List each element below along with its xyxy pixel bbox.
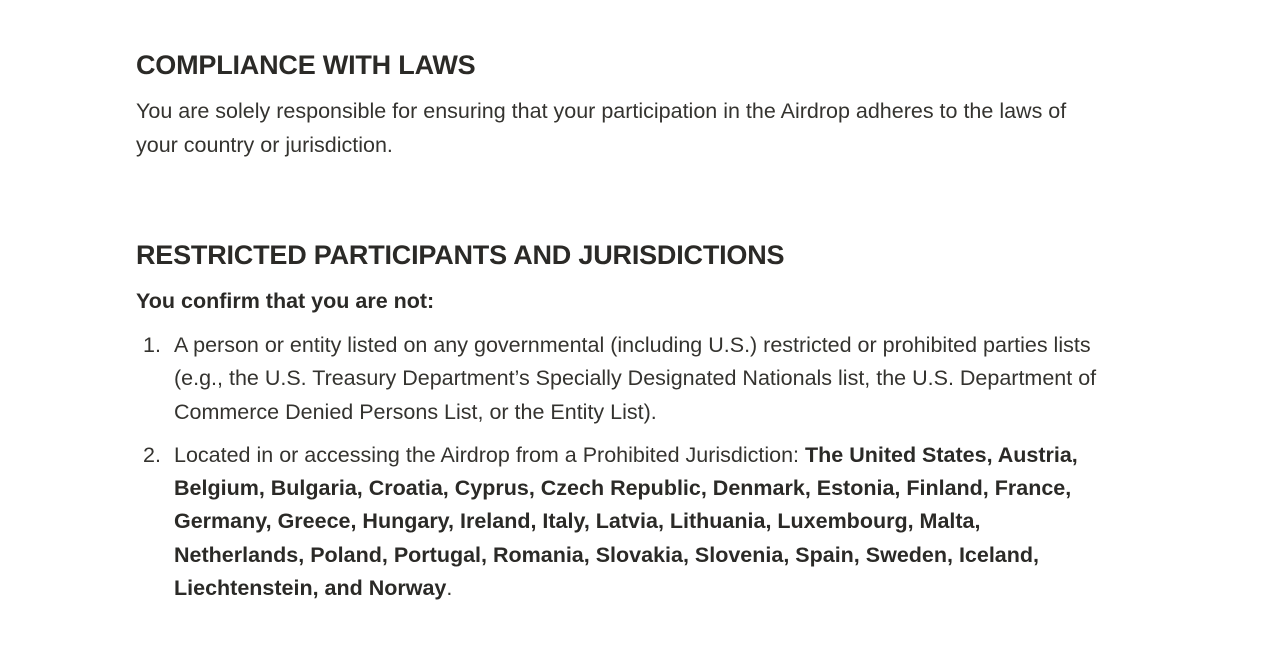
list-item-number: 2. [143, 442, 161, 467]
list-item [136, 439, 1111, 605]
prohibited-jurisdictions: The United States, Austria, Belgium, Bulgaria, Croatia, Cyprus, Czech Republic, Denmark, Estonia, Finland, France, Germany, Greece, Hungary, Ireland, Italy, Latvia, Lithuania, Luxembourg, Malta, Netherlands, Poland, Portugal, Romania, Slovakia, Slovenia, Spain, Sweden, Iceland, Liechtenstein, and Norway [174, 442, 1078, 601]
section-title-compliance: COMPLIANCE WITH LAWS [136, 50, 476, 80]
compliance-paragraph: You are solely responsible for ensuring that your participation in the Airdrop adheres to the laws of your country or jurisdiction. [136, 99, 1067, 157]
restricted-list [136, 329, 1111, 615]
confirm-statement: You confirm that you are not: [136, 289, 435, 313]
list-item-number: 1. [143, 333, 161, 357]
list-item [136, 329, 1111, 429]
list-item-text: A person or entity listed on any governmental (including U.S.) restricted or prohibited parties lists (e.g., the U.S. Treasury Department’s Specially Designated Nationals list, the U.S. Department of Commerce Denied Persons List, or the Entity List). [174, 333, 1097, 424]
list-item-text-suffix: . [446, 576, 453, 601]
list-item-text-prefix: Located in or accessing the Airdrop from a Prohibited Jurisdiction: [174, 442, 805, 467]
section-title-restricted: RESTRICTED PARTICIPANTS AND JURISDICTIONS [136, 240, 785, 270]
